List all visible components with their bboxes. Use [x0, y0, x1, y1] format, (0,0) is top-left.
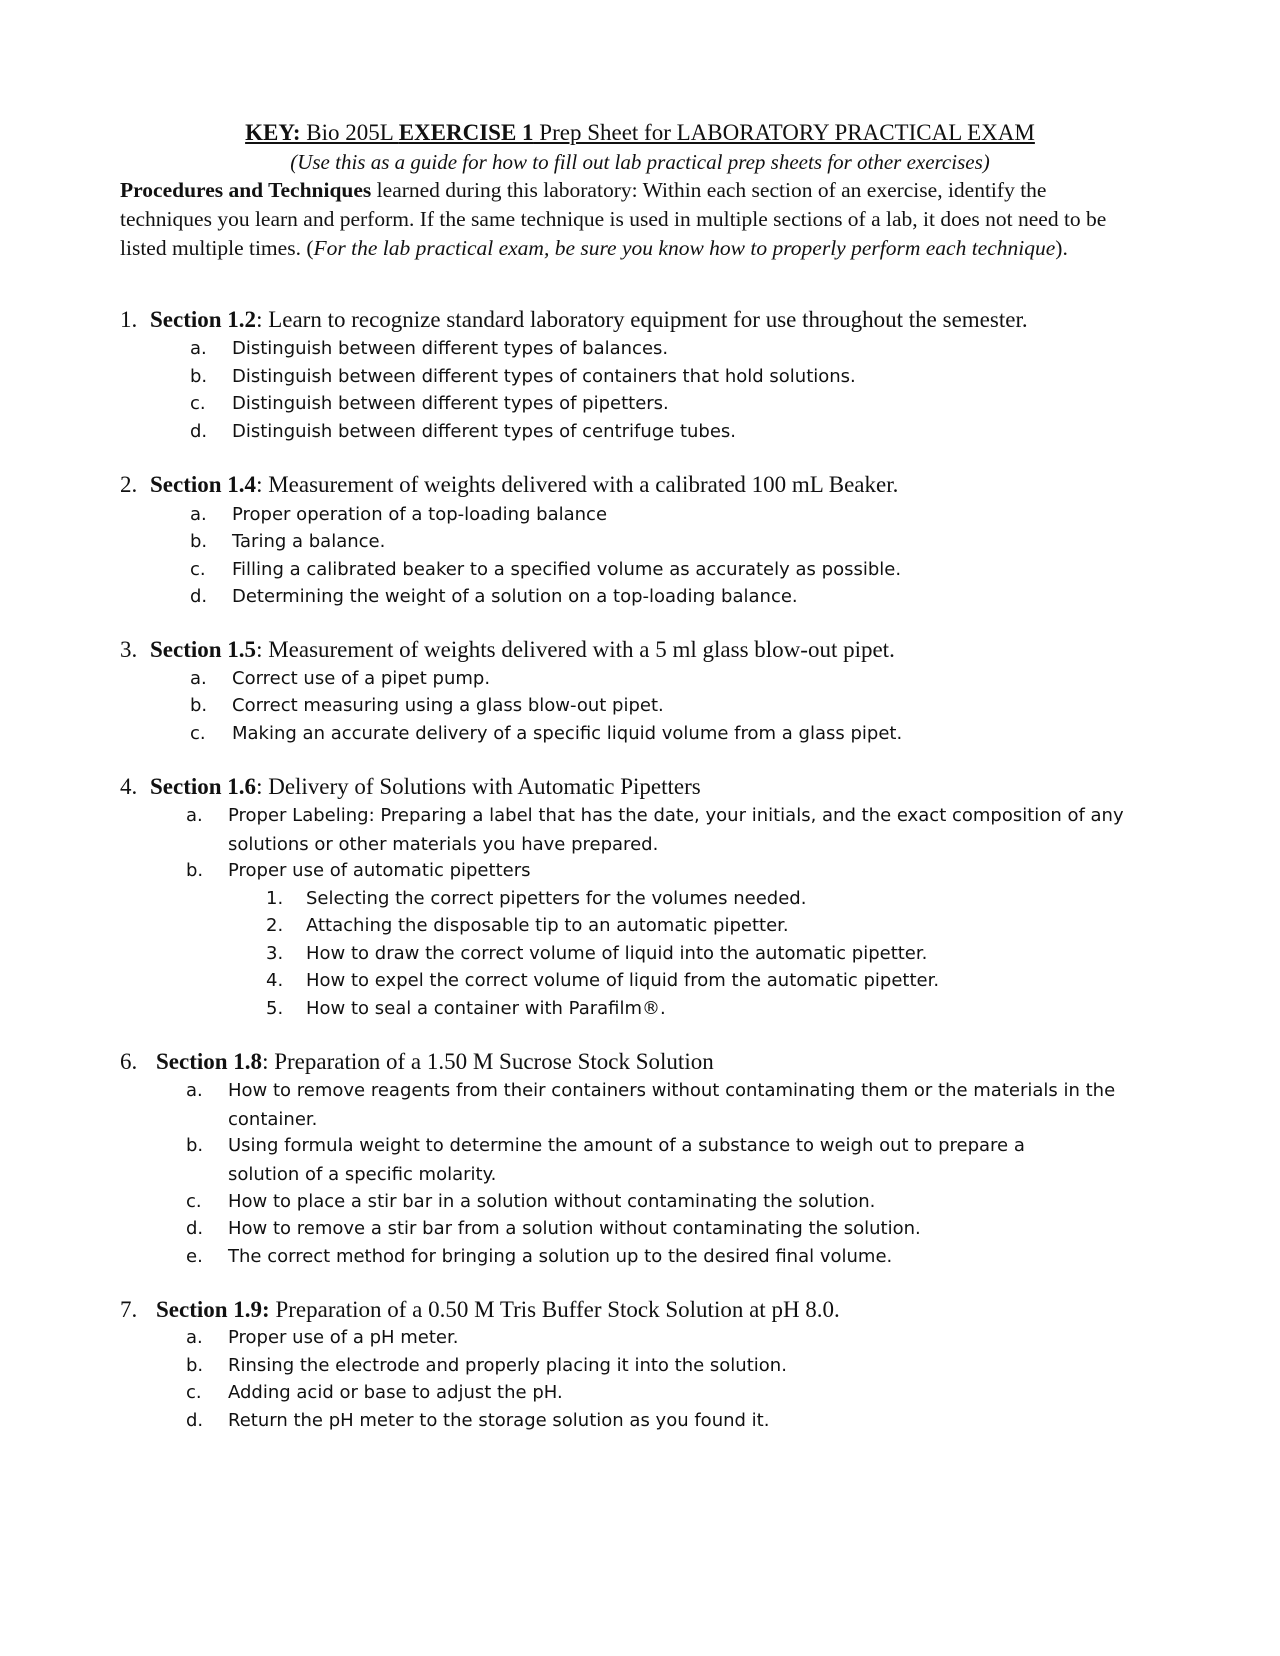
item-text: Determining the weight of a solution on a top-loading balance. — [232, 586, 798, 607]
section-label: Section 1.2 — [150, 307, 257, 332]
section-title: : Preparation of a 1.50 M Sucrose Stock Solution — [262, 1049, 714, 1074]
list-item — [190, 582, 1150, 611]
section-number: 2. — [120, 472, 138, 497]
item-marker: c. — [186, 1382, 202, 1403]
list-item — [186, 1378, 1146, 1407]
item-text: Attaching the disposable tip to an automatic pipetter. — [306, 915, 789, 936]
item-text: Return the pH meter to the storage solution as you found it. — [228, 1410, 770, 1431]
item-marker: b. — [186, 860, 204, 881]
item-marker: a. — [186, 1327, 203, 1348]
item-text: Distinguish between different types of pipetters. — [232, 393, 669, 414]
list-item — [186, 1131, 1086, 1189]
list-item — [186, 1406, 1146, 1435]
section-label: Section 1.8 — [156, 1049, 263, 1074]
list-item — [190, 334, 1150, 363]
item-text: Proper Labeling: Preparing a label that has the date, your initials, and the exact composition of any solutions or other materials you have prepared. — [228, 805, 1124, 855]
section-heading — [120, 470, 1170, 500]
section-title: : Measurement of weights delivered with a 5 ml glass blow-out pipet. — [256, 637, 895, 662]
intro-paragraph — [120, 176, 1140, 263]
item-text: Selecting the correct pipetters for the volumes needed. — [306, 888, 807, 909]
item-marker: 3. — [266, 943, 284, 964]
sub-list-item — [266, 884, 1146, 913]
section-label: Section 1.6 — [150, 774, 257, 799]
section-label: Section 1.9: — [156, 1297, 270, 1322]
list-item — [186, 1351, 1146, 1380]
list-item — [186, 1323, 1146, 1352]
section-heading — [120, 772, 1170, 802]
item-text: Distinguish between different types of centrifuge tubes. — [232, 421, 737, 442]
section-label: Section 1.5 — [150, 637, 257, 662]
item-marker: c. — [190, 559, 206, 580]
list-item — [186, 1187, 1146, 1216]
section-heading — [120, 305, 1170, 335]
item-text: The correct method for bringing a solution up to the desired final volume. — [228, 1246, 893, 1267]
item-marker: c. — [190, 723, 206, 744]
title-exercise: EXERCISE 1 — [398, 120, 534, 145]
list-item — [190, 664, 1150, 693]
item-marker: a. — [186, 1080, 203, 1101]
section-number: 4. — [120, 774, 138, 799]
item-marker: b. — [190, 366, 208, 387]
sub-list-item — [266, 911, 1146, 940]
item-marker: 4. — [266, 970, 284, 991]
list-item — [190, 389, 1150, 418]
title-course: Bio 205L — [300, 120, 399, 145]
section-label: Section 1.4 — [150, 472, 257, 497]
item-text: How to expel the correct volume of liquid from the automatic pipetter. — [306, 970, 940, 991]
item-text: How to draw the correct volume of liquid into the automatic pipetter. — [306, 943, 928, 964]
item-text: How to place a stir bar in a solution without contaminating the solution. — [228, 1191, 876, 1212]
item-marker: b. — [190, 695, 208, 716]
list-item — [190, 362, 1150, 391]
list-item — [190, 500, 1150, 529]
sub-list-item — [266, 994, 1146, 1023]
item-text: Filling a calibrated beaker to a specified volume as accurately as possible. — [232, 559, 902, 580]
item-text: Correct measuring using a glass blow-out pipet. — [232, 695, 664, 716]
item-text: Proper operation of a top-loading balance — [232, 504, 608, 525]
item-marker: d. — [190, 586, 208, 607]
item-marker: a. — [186, 805, 203, 826]
section-heading — [120, 635, 1170, 665]
section-title: Preparation of a 0.50 M Tris Buffer Stock Solution at pH 8.0. — [269, 1297, 840, 1322]
intro-end: ). — [1055, 236, 1068, 260]
list-item — [186, 1242, 1146, 1271]
item-marker: a. — [190, 668, 207, 689]
section-number: 1. — [120, 307, 138, 332]
item-text: How to seal a container with Parafilm®. — [306, 998, 666, 1019]
item-marker: a. — [190, 338, 207, 359]
item-marker: d. — [186, 1218, 204, 1239]
list-item — [186, 801, 1126, 859]
item-text: Making an accurate delivery of a specific liquid volume from a glass pipet. — [232, 723, 903, 744]
item-marker: d. — [190, 421, 208, 442]
item-marker: 1. — [266, 888, 284, 909]
item-marker: b. — [186, 1355, 204, 1376]
item-text: Proper use of a pH meter. — [228, 1327, 459, 1348]
item-text: Taring a balance. — [232, 531, 386, 552]
list-item — [186, 1214, 1146, 1243]
section-title: : Measurement of weights delivered with a calibrated 100 mL Beaker. — [256, 472, 899, 497]
section-number: 3. — [120, 637, 138, 662]
list-item — [190, 691, 1150, 720]
title-rest: Prep Sheet for LABORATORY PRACTICAL EXAM — [533, 120, 1035, 145]
item-marker: b. — [186, 1135, 204, 1156]
section-title: : Learn to recognize standard laboratory equipment for use throughout the semester. — [256, 307, 1028, 332]
list-item — [186, 1076, 1146, 1134]
page-subtitle: (Use this as a guide for how to fill out lab practical prep sheets for other exercises) — [290, 150, 990, 174]
list-item — [190, 555, 1150, 584]
item-text: Using formula weight to determine the amount of a substance to weigh out to prepare a solution of a specific molarity. — [228, 1135, 1025, 1185]
intro-italic: For the lab practical exam, be sure you know how to properly perform each technique — [313, 236, 1056, 260]
section-title: : Delivery of Solutions with Automatic Pipetters — [256, 774, 701, 799]
item-text: Proper use of automatic pipetters — [228, 860, 531, 881]
item-marker: d. — [186, 1410, 204, 1431]
item-marker: e. — [186, 1246, 203, 1267]
page-title — [0, 118, 1280, 148]
item-text: Adding acid or base to adjust the pH. — [228, 1382, 563, 1403]
item-marker: c. — [190, 393, 206, 414]
item-text: Rinsing the electrode and properly placing it into the solution. — [228, 1355, 787, 1376]
section-number: 6. — [120, 1049, 138, 1074]
intro-text: learned during this laboratory: Within each section of an exercise, identify the techniques you learn and perform. If the same technique is used in multiple sections of a lab, it does not need to be listed multiple times. ( — [120, 178, 1107, 260]
list-item — [186, 856, 1146, 885]
list-item — [190, 719, 1150, 748]
item-marker: b. — [190, 531, 208, 552]
item-text: Correct use of a pipet pump. — [232, 668, 491, 689]
list-item — [190, 417, 1150, 446]
intro-lead: Procedures and Techniques — [120, 178, 372, 202]
item-marker: c. — [186, 1191, 202, 1212]
item-text: How to remove a stir bar from a solution without contaminating the solution. — [228, 1218, 921, 1239]
sub-list-item — [266, 939, 1146, 968]
section-heading — [120, 1047, 1170, 1077]
item-text: Distinguish between different types of containers that hold solutions. — [232, 366, 856, 387]
item-marker: 5. — [266, 998, 284, 1019]
item-text: How to remove reagents from their containers without contaminating them or the materials in the container. — [228, 1080, 1116, 1130]
section-number: 7. — [120, 1297, 138, 1322]
list-item — [190, 527, 1150, 556]
item-marker: 2. — [266, 915, 284, 936]
section-heading — [120, 1295, 1170, 1325]
item-text: Distinguish between different types of balances. — [232, 338, 669, 359]
item-marker: a. — [190, 504, 207, 525]
title-key: KEY: — [245, 120, 301, 145]
sub-list-item — [266, 966, 1146, 995]
